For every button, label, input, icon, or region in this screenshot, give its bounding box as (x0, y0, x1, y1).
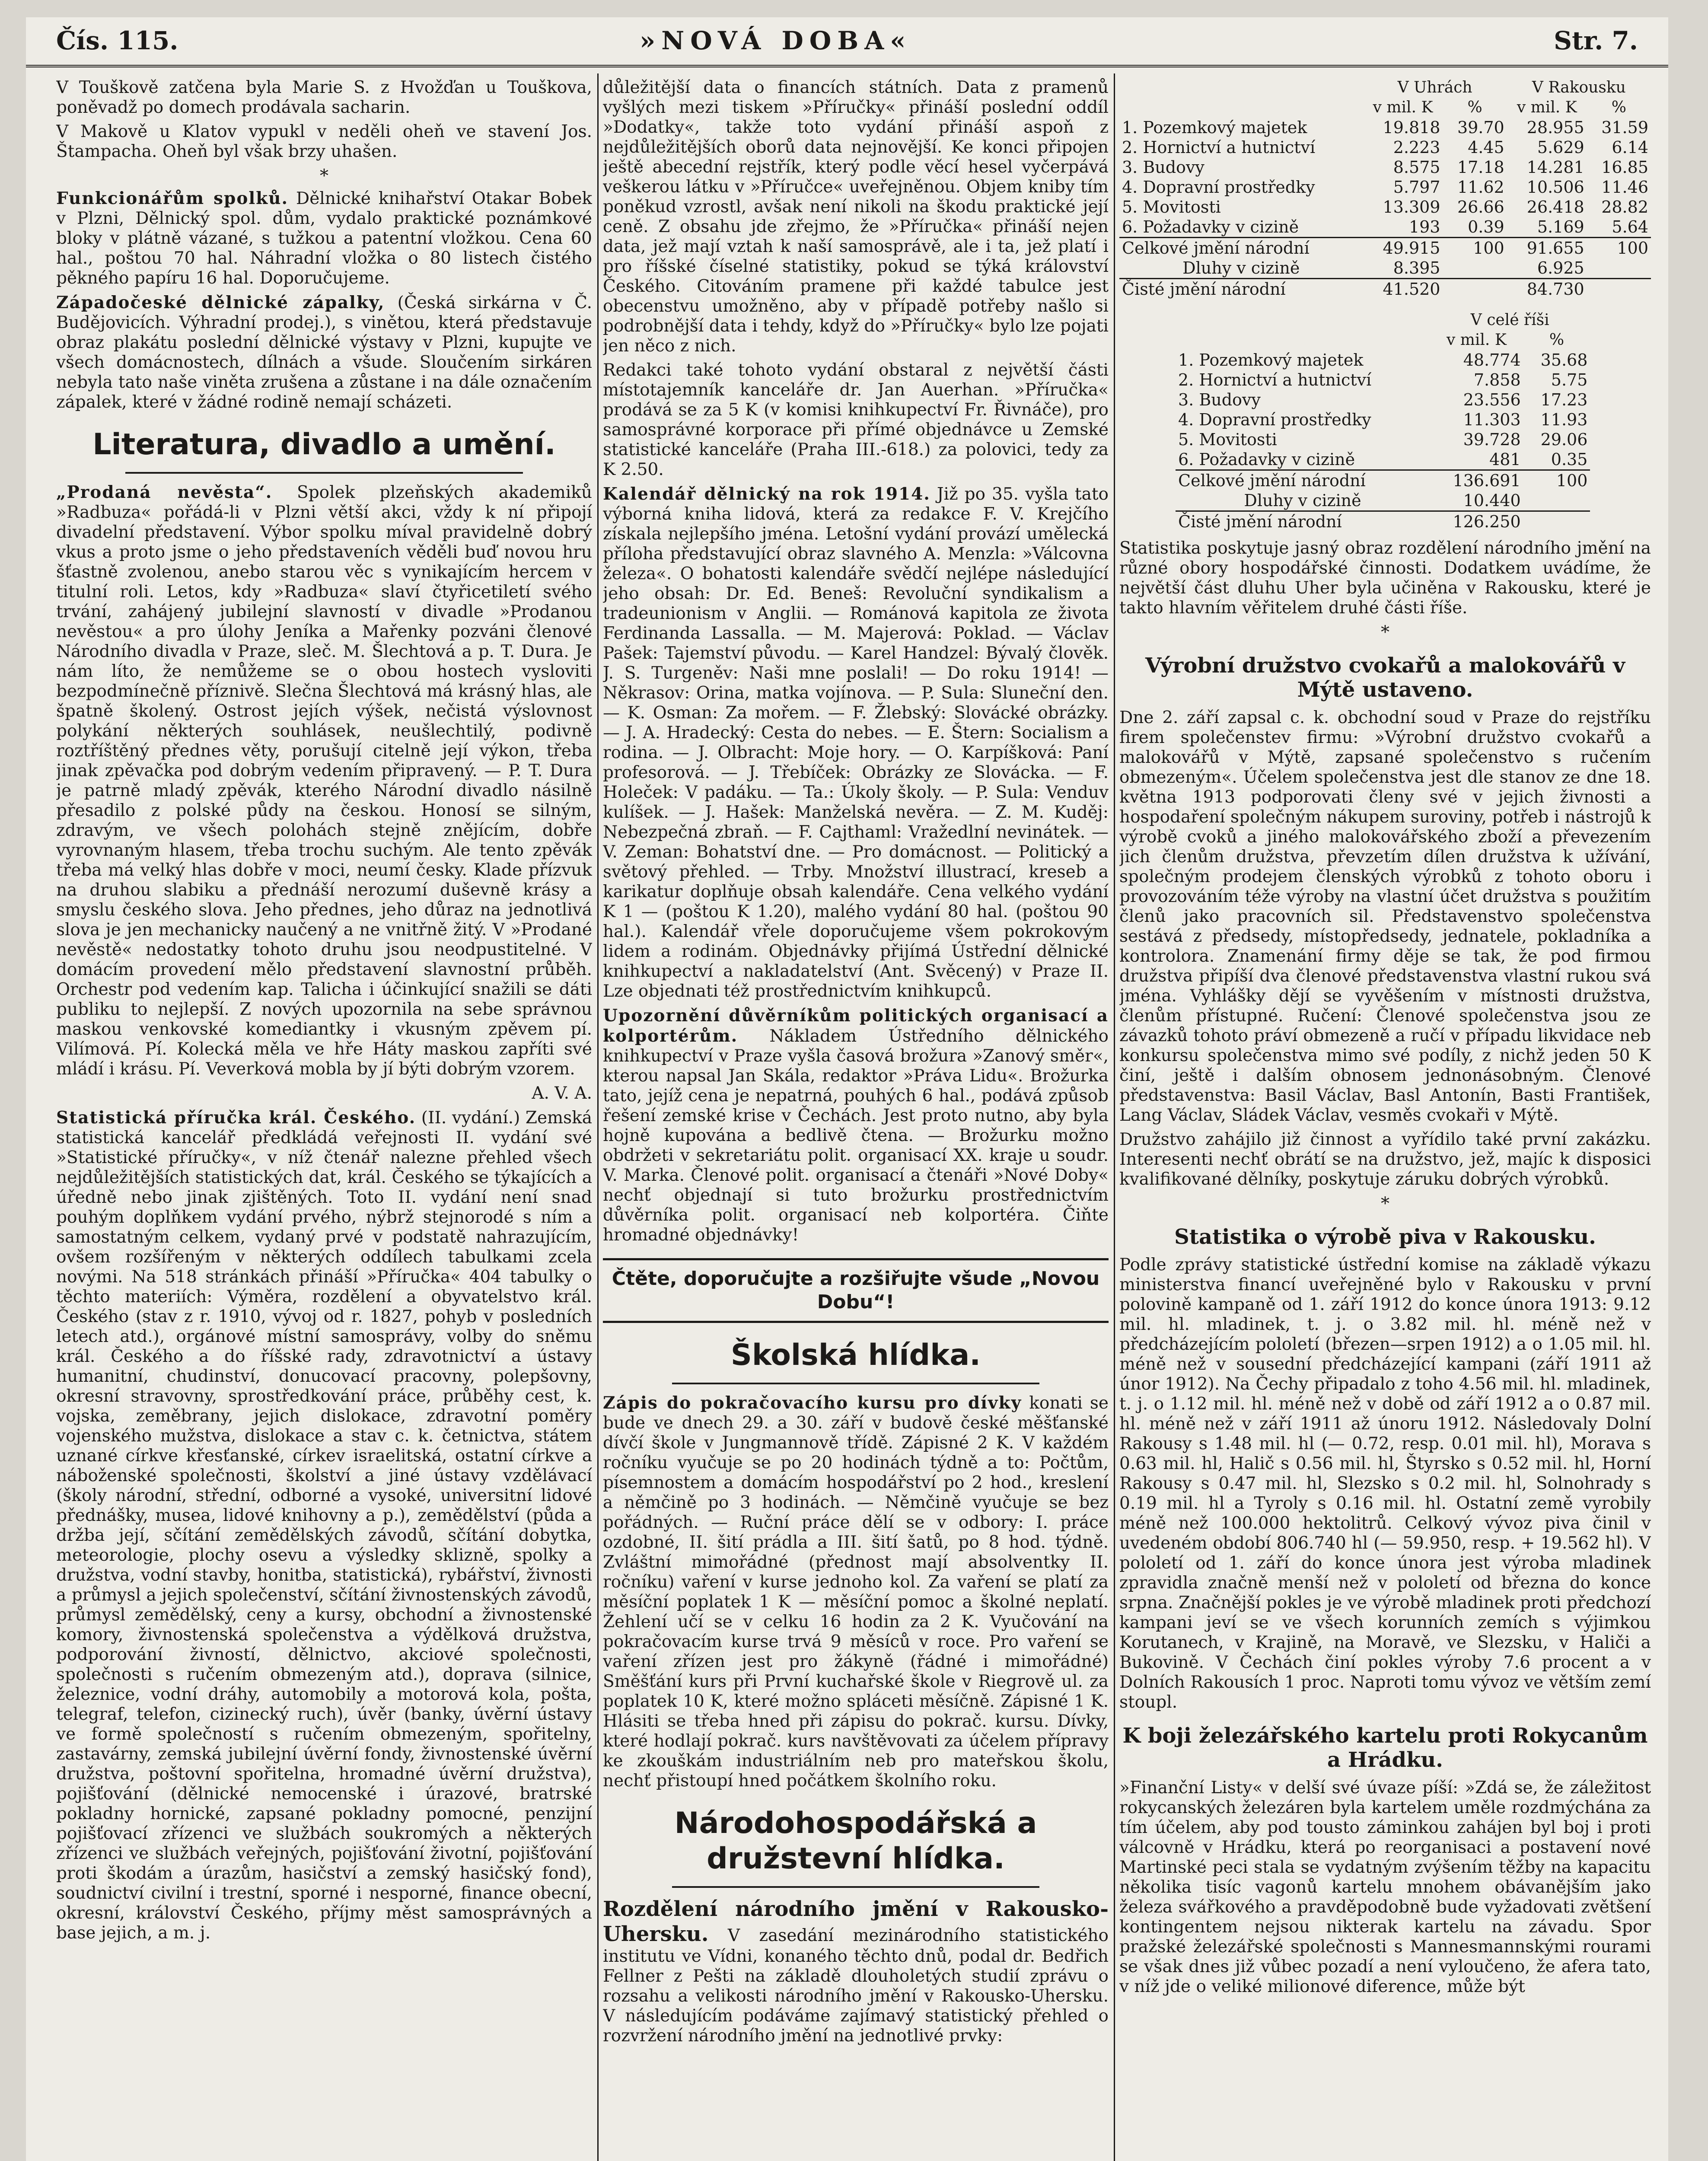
cell: 11.303 (1463, 410, 1521, 429)
cell: 39.728 (1463, 430, 1521, 449)
news-item: V Makově u Klatov vypukl v neděli oheň ve stavení Jos. Štampacha. Oheň byl však brzy uhašen. (56, 122, 592, 161)
article-calendar (603, 484, 1109, 1001)
row-label: 2. Hornictví a hutnictví (1178, 370, 1372, 389)
cell: 7.858 (1473, 370, 1521, 389)
section-heading-literature: Literatura, divadlo a umění. (92, 427, 556, 462)
table-row (1176, 449, 1590, 470)
article-paragraph: Statistika poskytuje jasný obraz rozdělení národního jmění na různé obory hospodářské činnosti. Dodatkem uvádíme, že největší část dluhu Uher byla učiněna v Rakousku, které je takto hlavním věřitelem druhé části říše. (1119, 539, 1651, 618)
news-item: V Touškově zatčena byla Marie S. z Hvožďan u Touškova, poněvadž po domech prodávala sacharin. (56, 78, 592, 117)
article-lead: Zápis do pokračovacího kursu pro dívky (603, 1393, 1022, 1413)
table-group-header: V celé říši (1470, 311, 1549, 329)
cell: 5.169 (1537, 217, 1584, 236)
section-rule (672, 1886, 1039, 1888)
article-school-enrollment (603, 1393, 1109, 1791)
promo-banner: Čtěte, doporučujte a rozšiřujte všude „Novou Dobu“! (603, 1258, 1109, 1323)
cell: 0.35 (1551, 450, 1588, 469)
wealth-table-empire (1176, 310, 1590, 532)
table-debt-row (1176, 491, 1590, 511)
table-header-row (1119, 78, 1651, 98)
table-total-row (1119, 238, 1651, 258)
article-title: Rozdělení národního jmění v Rakousko-Uhersku. (603, 1897, 1109, 1946)
cell: 126.250 (1430, 511, 1523, 532)
article-title-cartel: K boji železářského kartelu proti Rokycanům a Hrádku. (1122, 1724, 1648, 1772)
section-rule (125, 472, 523, 474)
cell: 29.06 (1540, 430, 1588, 449)
table-row (1176, 430, 1590, 449)
table-net-row (1119, 279, 1651, 300)
cell: 11.62 (1457, 178, 1504, 197)
row-label: Čisté jmění národní (1119, 279, 1363, 300)
article-lead: Upozornění důvěrníkům politických organisací a kolportérům. (603, 1006, 1109, 1046)
table-row (1119, 197, 1651, 217)
cell: 11.46 (1601, 178, 1648, 197)
cell: 49.915 (1363, 238, 1443, 258)
section-heading-economy: Národohospodářská a družstevní hlídka. (674, 1806, 1037, 1876)
article-statistical-handbook (56, 1108, 592, 1943)
cell: 35.68 (1540, 351, 1588, 370)
cell: 19.818 (1383, 118, 1440, 137)
table-unit-header: % (1611, 99, 1626, 116)
cell: 100 (1443, 238, 1507, 258)
cell: 5.797 (1393, 178, 1440, 197)
column-divider (1114, 73, 1115, 2161)
cell: 28.82 (1601, 198, 1648, 217)
row-label: 4. Dopravní prostředky (1178, 410, 1371, 429)
notice-lead: Funkcionářům spolků. (56, 188, 289, 208)
table-unit-header: % (1549, 331, 1565, 349)
row-label: 4. Dopravní prostředky (1122, 178, 1315, 197)
article-continuation: důležitější data o financích státních. Data z pramenů vyšlých mezi tiskem »Příručky« přináší poslední oddíl »Dodatky«, takže toto vydání přináší aspoň z nejdůležitějších oborů data nejnovější. Ke konci připojen ještě abecední rejstřík, který podle věcí hesel vyčerpává veškerou látku v »Příručce« uveřejněnou. Objem kniby tím poněkud vzrostl, avšak není nikoli na škodu praktické její ceně. Z obsahu jde zřejmo, že »Příručka« přináší nejen data, jež mají vztah k naší samosprávě, ale i ta, jež platí i pro říšské číselné statistiky, pokud se týká království Českého. Citováním pramene při každé tabulce jest obecenstvu umožněno, aby v případě potřeby našlo si podrobnější data i tehdy, když do »Příručky« bylo lze pojati jen něco z nich. (603, 78, 1109, 356)
separator-star: * (1381, 622, 1389, 642)
article-paragraph: Dne 2. září zapsal c. k. obchodní soud v Praze do rejstříku firem společenstev firmu: »Výrobní družstvo cvokařů a malokovářů v Mýtě, zapsané společenstvo s ručením obmezeným«. Účelem společenstva jest dle stanov ze dne 18. května 1913 podporovati členy své v jejich živnosti a hospodaření společným nákupem suroviny, potřeb i nástrojů k výrobě cvoků a jiného malokovářského zboží a převezením jich členům družstva, převzetím dílen družstva k užívání, společným prodejem členských výrobků z tohoto oboru i provozováním téže výroby na vlastní účet družstva s použitím členů jako pracovních sil. Představenstvo společenstva sestává z předsedy, místopředsedy, jednatele, pokladníka a kontrolora. Znamenání firmy děje se tak, že pod firmou družstva připíší dva členové představenstva vlastní rukou svá jména. Vyhlášky dějí se vyvěšením v místnosti družstva, členům přístupné. Ručení: Členové společenstva jsou ze závazků tohoto práví obmezeně a ručí v případu likvidace neb konkursu společenstva mimo své podíly, z nichž jeden 50 K činí, ještě i dalším obnosem jednonásobným. Členové představenstva: Basil Václav, Basl Antonín, Basti František, Lang Václav, Sládek Václav, vesměs cvokaři v Mýtě. (1119, 708, 1651, 1125)
table-row (1176, 370, 1590, 390)
cell: 84.730 (1507, 279, 1587, 300)
table-row (1176, 350, 1590, 370)
cell: 6.925 (1537, 258, 1584, 277)
section-heading-school: Školská hlídka. (730, 1338, 981, 1372)
cell: 23.556 (1463, 390, 1521, 409)
article-paragraph: Družstvo zahájilo již činnost a vyřídilo také první zakázku. Interesenti nechť obrátí se na družstvo, jež, majíc k disposici kvalifikované dělníky, poskytuje záruku dobrých výrobků. (1119, 1130, 1651, 1189)
cell: 31.59 (1601, 118, 1648, 137)
page-header (26, 17, 1668, 67)
column-divider (597, 73, 599, 2161)
article-paragraph: »Finanční Listy« v delší své úvaze píší: »Zdá se, že záležitost rokycanských železáren byla kartelem uměle rozdmýchána za tím účelem, aby pod tousto záminkou zahájen byl boj i proti válcovně v Hrádku, která po reorganisaci a postavení nové Martinské peci stala se vydatným zvýšením těžby na kapacitu několika tisíc vagonů kartelu mnohem obávanějším jako železa svářkového a pravděpodobně bude vyžadovati zvětšení kontingentem nejsou nikterak kartelu na závadu. Spor pražské železářské společnosti s Mannesmannskými rourami se však dnes již vůbec pozadí a není vyloučeno, že afera tato, v níž jde o veliké milionové diference, může být (1119, 1778, 1651, 1996)
row-label: 3. Budovy (1178, 390, 1261, 409)
table-row (1176, 410, 1590, 430)
article-lead: Statistická příručka král. Českého. (56, 1108, 416, 1128)
cell: 26.66 (1457, 198, 1504, 217)
table-row (1119, 118, 1651, 137)
cell: 26.418 (1526, 198, 1584, 217)
page-number: Str. 7. (1554, 26, 1638, 55)
article-title-beer: Statistika o výrobě piva v Rakousku. (1174, 1225, 1596, 1249)
cell: 4.45 (1468, 138, 1504, 157)
cell: 100 (1523, 470, 1590, 491)
table-row (1119, 177, 1651, 197)
row-label: 3. Budovy (1122, 158, 1205, 177)
table-group-header: V Uhrách (1397, 79, 1472, 96)
table-units-row (1176, 330, 1590, 350)
wealth-table-hungary-austria (1119, 78, 1651, 299)
review-prodana-nevesta (56, 482, 592, 1079)
cell: 193 (1408, 217, 1440, 236)
row-label: Čisté jmění národní (1176, 511, 1430, 532)
cell: 13.309 (1383, 198, 1440, 217)
article-national-wealth (603, 1896, 1109, 2046)
article-title-cooperative: Výrobní družstvo cvokařů a malokovářů v Mýtě ustaveno. (1145, 653, 1625, 702)
newspaper-page (26, 17, 1668, 2161)
table-total-row (1176, 470, 1590, 491)
table-net-row (1176, 511, 1590, 532)
notice-text: Dělnické knihařství Otakar Bobek v Plzni, Dělnický spol. dům, vydalo praktické poznámkové bloky v plátně vázané, s tužkou a patentní vložkou. Cena 60 hal., poštou 70 hal. Náhradní vložka o 80 listech čistého pěkného papíru 16 hal. Doporučujeme. (56, 189, 592, 288)
cell: 5.75 (1551, 370, 1588, 389)
cell: 2.223 (1393, 138, 1440, 157)
cell: 28.955 (1526, 118, 1584, 137)
cell: 14.281 (1526, 158, 1584, 177)
cell: 16.85 (1601, 158, 1648, 177)
article-text: Nákladem Ústředního dělnického knihkupectví v Praze vyšla časová brožura »Zanový směr«, kterou napsal Jan Skála, redaktor »Práva Lidu«. Brožurka tato, jejíž cena je nepatrná, pouhých 6 hal., podává způsob řešení zemské krise v Čechách. Jest proto nutno, aby byla hojně kupována a bedlivě čtena. — Brožurku možno obdržeti v sekretariátu polit. organisací XX. kraje u soudr. V. Marka. Členové polit. organisací a čtenáři »Nové Doby« nechť objednají si tuto brožurku prostřednictvím důvěrníka polit. organisací neb kolportéra. Čiňte hromadné objednávky! (603, 1026, 1109, 1245)
row-label: 1. Pozemkový majetek (1122, 118, 1307, 137)
separator-star: * (1381, 1194, 1389, 1214)
separator-star: * (320, 166, 328, 186)
cell: 10.506 (1526, 178, 1584, 197)
cell: 39.70 (1457, 118, 1504, 137)
cell: 100 (1587, 238, 1651, 258)
table-row (1119, 217, 1651, 238)
review-text: Spolek plzeňských akademiků »Radbuza« pořádá-li v Plzni větší akci, vždy k ní připojí divadelní představení. Výbor spolku míval pravidelně dobrý vkus a proto jsme o jeho představeních věděli buď novou hru šťastně zvolenou, anebo starou věc s vynikajícím hercem v titulní roli. Letos, kdy »Radbuza« slaví čtyřicetiletí svého trvání, zahájený jubilejní slavností v divadle »Prodanou nevěstou« a pro úlohy Jeníka a Mařenky pozváni členové Národního divadla v Praze, sleč. M. Šlechtová a p. T. Dura. Je nám líto, že nemůžeme se o obou hostech vysloviti bezpodmínečně příznivě. Slečna Šlechtová má krásný hlas, ale špatně školený. Ostrost jejích výšek, nečistá výslovnost polykání některých souhlásek, neušlechtilý, podivně roztříštěný přednes věty, porušují citelně její výkon, třeba jinak zpěvačka pod dobrým vedením připravený. — P. T. Dura je patrně mladý zpěvák, kterého Národní divadlo násilně přesadilo z polské půdy na českou. Honosí se silným, zdravým, ve všech polohách stejně znějícím, dobře vyrovnaným hlasem, třeba trochu suchým. Ale tento zpěvák třeba má velký hlas dobře v moci, neumí česky. Klade přízvuk na druhou slabiku a přednáší nerozumí duševně krásy a smyslu českého slova. Jeho přednes, jeho důraz na jednotlivá slova je jen mechanicky naučený a ne vnitřně žitý. V »Prodané nevěstě« nedostatky tohoto druhu jsou neodpustitelné. V domácím provedení mělo představení slavnostní průběh. Orchestr pod vedením kap. Talicha i účinkující snažili se dáti publiku to nejlepší. Z nových upozornila na sebe správnou maskou venkovské komediantky i vkusným zpěvem pí. Vilímová. Pí. Kolecká měla ve hře Háty maskou zapříti své mládí i krásu. Pí. Veverková mobla by jí býti dobrým vzorem. (56, 483, 592, 1079)
cell: 481 (1489, 450, 1521, 469)
article-paragraph: Redakci také tohoto vydání obstaral z největší části místotajemník kanceláře dr. Jan Auerhan. »Příručka« prodává se za 5 K (v komisi knihkupectví Fr. Řivnáče), pro samosprávné korporace při přímé objednávce u Zemské statistické kanceláře (Praha III.-618.) za polovici, tedy za K 2.50. (603, 360, 1109, 479)
notice-lead: Západočeské dělnické zápalky, (56, 293, 385, 312)
row-label: Celkové jmění národní (1119, 238, 1363, 258)
table-debt-row (1119, 258, 1651, 279)
cell: 41.520 (1363, 279, 1443, 300)
notice-functionaries (56, 188, 592, 288)
article-text: konati se bude ve dnech 29. a 30. září v budově české měšťanské dívčí škole v Jungmannově třídě. Zápisné 2 K. V každém ročníku vyučuje se po 20 hodinách týdně a to: Počtům, písemnostem a domácím hospodářství po 2 hod., kreslení a němčině po 3 hodinách. — Němčině vyučuje se bez pořádných. — Ruční práce dělí se v odbory: I. práce ozdobné, II. šití prádla a III. šití šatů, po 8 hod. týdně. Zvláštní mimořádné (přednost mají absolventky II. ročníku) vaření v kurse jednoho kol. Za vaření se platí za měsíční poplatek 1 K — měsíční pomoc a školné neplatí. Žehlení učí se v celku 16 hodin za 2 K. Vyučování na pokračovacím kurse trvá 9 měsíců v roce. Pro vaření se vaření zřízen jest pro žákyně (řádné i mimořádné) Směšťání kurs při První kuchařské škole v Riegrově ul. za poplatek 10 K, které možno spláceti měsíčně. Zápisné 1 K. Hlásiti se třeba hned při zápisu do pokrač. kursu. Dívky, které hodlají pokrač. kurs navštěvovati za účelem přípravy ke zkouškám industriálním neb pro mateřskou školu, nechť přistoupí hned počátkem školního roku. (603, 1393, 1109, 1791)
cell: 17.23 (1540, 390, 1588, 409)
cell: 10.440 (1463, 491, 1521, 510)
section-rule (672, 1383, 1039, 1384)
row-label: Dluhy v cizině (1244, 491, 1361, 510)
column-middle (603, 78, 1109, 2161)
table-header-row (1176, 310, 1590, 330)
table-units-row (1119, 98, 1651, 118)
notice-matches (56, 293, 592, 412)
review-lead: „Prodaná nevěsta“. (56, 482, 273, 502)
masthead-title: »NOVÁ DOBA« (640, 26, 912, 55)
cell: 136.691 (1430, 470, 1523, 491)
cell: 91.655 (1507, 238, 1587, 258)
article-lead: Kalendář dělnický na rok 1914. (603, 484, 930, 504)
cell: 5.629 (1537, 138, 1584, 157)
cell: 6.14 (1612, 138, 1648, 157)
table-row (1176, 390, 1590, 410)
column-right (1119, 78, 1651, 2161)
article-paragraph: Podle zprávy statistické ústřední komise na základě výkazu ministerstva financí uveřejněné bylo v Rakousku v první polovině kampaně od 1. září 1912 do konce února 1913: 9.12 mil. hl. mladinek, t. j. o 3.82 mil. hl. méně než v předcházejícím pololetí (březen—srpen 1912) a o 1.05 mil. hl. méně než v sousední předcházející kampani (září 1911 až únor 1912). Na Čechy připadalo z toho 4.56 mil. hl. mladinek, t. j. o 1.12 mil. hl. méně než v době od září 1912 a o 0.87 mil. hl. méně než v září 1911 až únoru 1912. Následovaly Dolní Rakousy s 1.48 mil. hl (— 0.72, resp. 0.01 mil. hl), Morava s 0.63 mil. hl, Halič s 0.56 mil. hl, Štyrsko s 0.52 mil. hl, Horní Rakousy s 0.47 mil. hl, Slezsko s 0.2 mil. hl, Solnohrady s 0.19 mil. hl a Tyroly s 0.16 mil. hl. Ostatní země vyrobily méně než 100.000 hektolitrů. Celkový vývoz piva činil v uvedeném období 806.740 hl (— 59.950, resp. + 19.562 hl). V pololetí od 1. září do konce února jest výroba mladinek zpravidla značně menší než v pololetí od března do konce srpna. Značnější pokles je ve výrobě mladinek proti předchozí kampani jeví se ve všech korunních zemích s výjimkou Korutanech, v Krajině, na Moravě, ve Slezsku, v Haliči a Bukovině. V Čechách činí pokles výroby 7.6 procent a v Dolních Rakousích 1 proc. Naproti tomu vývoz ve větším zemí stoupl. (1119, 1255, 1651, 1712)
article-text: V zasedání mezinárodního statistického institutu ve Vídni, konaného těchto dnů, podal dr. Bedřich Fellner z Pešti na základě dlouholetých studií zprávu o rozsahu a velikosti národního jmění v Rakousko-Uhersku. V následujícím podáváme zajímavý statistický přehled o rozvržení národního jmění na jednotlivé prvky: (603, 1926, 1109, 2046)
article-text: Již po 35. vyšla tato výborná kniha lidová, která za redakce F. V. Krejčího získala nejlepšího jména. Letošní vydání provází umělecká příloha představující obraz slavného A. Menzla: »Válcovna železa«. O bohatosti kalendáře svědčí nejlépe následující jeho obsah: Dr. Ed. Beneš: Revoluční syndikalism a tradeunionism v Anglii. — Románová kapitola ze života Ferdinanda Lassalla. — M. Majerová: Poklad. — Václav Pašek: Tajemství původu. — Karel Handzel: Bývalý člověk. J. S. Turgeněv: Naši mne poslali! — Do roku 1914! — Někrasov: Orina, matka vojínova. — P. Sula: Sluneční den. — K. Osman: Za mořem. — F. Žlebský: Slovácké obrázky. — J. A. Hradecký: Cesta do nebes. — E. Štern: Socialism a rodina. — J. Olbracht: Moje hory. — O. Karpíšková: Paní profesorová. — J. Třebíček: Obrázky ze Slovácka. — F. Holeček: V padáku. — Ta.: Úkoly školy. — P. Sula: Venduv kulíšek. — J. Hašek: Manželská nevěra. — Z. M. Kuděj: Nebezpečná zbraň. — F. Cajthaml: Vražedlní nevinátek. — V. Zeman: Bohatství dne. — Pro domácnost. — Politický a světový přehled. — Trby. Množství illustrací, kreseb a karikatur doplňuje obsah kalendáře. Cena velkého vydání K 1 — (poštou K 1.20), malého vydání 80 hal. (poštou 90 hal.). Kalendář vřele doporučujeme všem pokrokovým lidem a rodinám. Objednávky přijímá Ústřední dělnické knihkupectví a nakladatelství (Ant. Svěcený) v Praze II. Lze objednati též prostřednictvím knihkupců. (603, 484, 1109, 1001)
article-text: (II. vydání.) Zemská statistická kancelář předkládá veřejnosti II. vydání své »Statistické příručky«, v níž čtenář nalezne přehled všech nejdůležitějších statistických dat, král. Českého se týkajících a úředně nebo jinak zjištěných. Toto II. vydání není snad pouhým doplňkem vydání prvého, nýbrž stejnorodé s ním a samostatným celkem, vydaný prvé v podstatě nahrazujícím, ovšem rozšířeným v některých oddílech tabulkami zcela novými. Na 518 stránkách přináší »Příručka« 404 tabulky o těchto materiích: Výměra, rozdělení a obyvatelstvo král. Českého (stav z r. 1910, vývoj od r. 1827, pohyb v posledních letech atd.), orgánové místní samosprávy, volby do sněmu král. Českého a do říšské rady, zdravotnictví a ústavy humanitní, chudinství, donucovací pracovny, polepšovny, okresní stravovny, sprostředkování práce, průběhy cest, k. vojska, zeměbrany, jejich dislokace, zdravotní poměry vojenského mužstva, dislokace a stav c. k. četnictva, státem uznané církve křesťanské, církev israelitská, ostatní církve a náboženské společnosti, školství a jiné ústavy vzdělávací (školy národní, střední, odborné a vysoké, universitní lidové přednášky, musea, lidové knihovny a p.), zemědělství (půda a držba její, sčítání zemědělských závodů, sčítání dobytka, meteorologie, plochy osevu a výsledky sklizně, spolky a družstva, vodní stavby, honitba, statistická), rybářství, živnosti a průmysl a jejich společenství, sčítání živnostenských závodů, průmysl zemědělský, ceny a kursy, obchodní a živnostenské komory, živnostenská společenstva a výdělková družstva, podporování živností, dělnictvo, akciové společnosti, společnosti s ručením obmezeným atd.), doprava (silnice, železnice, vodní dráhy, automobily a motorová kola, pošta, telegraf, telefon, cizinecký ruch), úvěr (banky, úvěrní ústavy ve formě společností s ručením obmezeným, spořitelny, zastavárny, zemská jubilejní úvěrní fondy, živnostenské úvěrní družstva, poštovní spořitelna, hromadné úvěrní družstva), pojišťování (dělnické nemocenské i úrazové, bratrské pokladny hornické, zapsané pokladny pomocné, penzijní pojišťovací zřízenci ve službách soukromých a některých zřízenci ve službách veřejných, pojišťování životní, pojišťování proti škodám a úrazům, hasičství a zemský hasičský fond), soudnictví civilní i trestní, sporné i nesporné, finance obecní, okresní, království Českého, příjmy měst samosprávných a base jejich, a m. j. (56, 1108, 592, 1943)
row-label: 6. Požadavky v cizině (1122, 217, 1299, 236)
cell: 17.18 (1457, 158, 1504, 177)
cell: 8.395 (1393, 258, 1440, 277)
table-unit-header: v mil. K (1373, 99, 1433, 116)
cell: 11.93 (1540, 410, 1588, 429)
table-unit-header: v mil. K (1446, 331, 1507, 349)
row-label: 2. Hornictví a hutnictví (1122, 138, 1316, 157)
table-row (1119, 157, 1651, 177)
row-label: 6. Požadavky v cizině (1178, 450, 1355, 469)
notice-text: (Česká sirkárna v Č. Budějovicích. Výhradní prodej.), s vinětou, která představuje obraz plakátu poslední dělnické výstavy v Plzni, kupujte ve všech domácnostech, dílnách a všude. Sloučením sirkáren nebyla tato naše viněta zrušena a zůstane i na dále označením zápalek, které v žádné rodině nemají scházeti. (56, 293, 592, 412)
row-label: 5. Movitosti (1178, 430, 1277, 449)
review-signature: A. V. A. (532, 1084, 592, 1103)
row-label: 1. Pozemkový majetek (1178, 351, 1364, 370)
table-row (1119, 137, 1651, 157)
issue-number: Čís. 115. (56, 26, 178, 55)
row-label: Celkové jmění národní (1176, 470, 1430, 491)
table-unit-header: % (1467, 99, 1482, 116)
cell: 0.39 (1468, 217, 1504, 236)
row-label: 5. Movitosti (1122, 198, 1221, 217)
table-group-header: V Rakousku (1532, 79, 1626, 96)
article-notice-organizers (603, 1006, 1109, 1245)
cell: 5.64 (1612, 217, 1648, 236)
column-left (56, 78, 592, 2161)
row-label: Dluhy v cizině (1182, 258, 1300, 277)
table-unit-header: v mil. K (1517, 99, 1577, 116)
cell: 8.575 (1393, 158, 1440, 177)
cell: 48.774 (1463, 351, 1521, 370)
